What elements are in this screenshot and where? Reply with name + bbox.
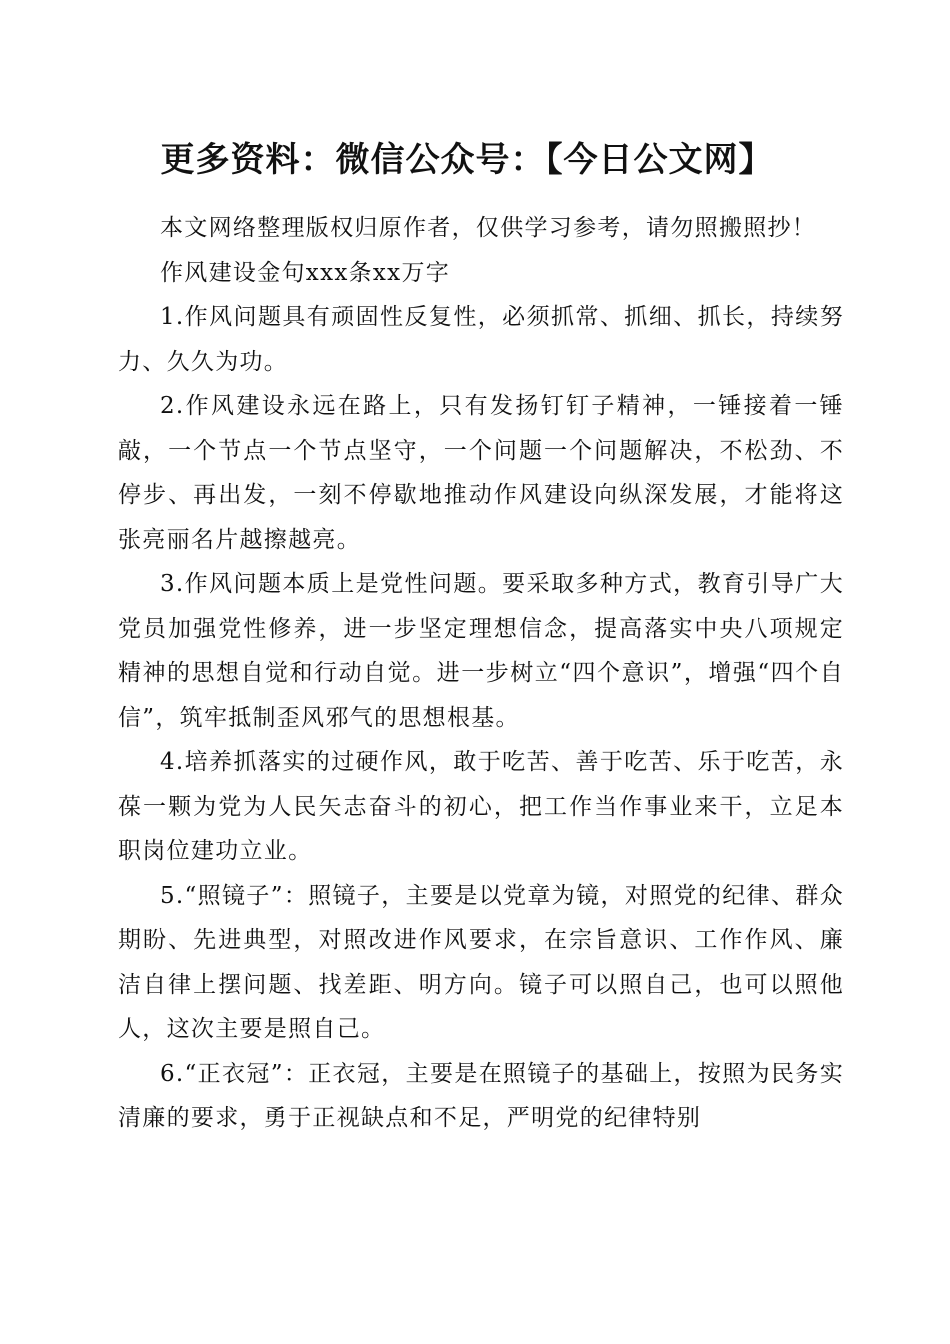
body-paragraph: 5.“照镜子”：照镜子，主要是以党章为镜，对照党的纪律、群众期盼、先进典型，对照改进作风要求，在宗旨意识、工作作风、廉洁自律上摆问题、找差距、明方向。镜子可以照自己，也可以照他人，这次主要是照自己。 [118, 882, 844, 1042]
notice-paragraph: 本文网络整理版权归原作者，仅供学习参考，请勿照搬照抄！ [160, 215, 817, 241]
body-paragraph: 4.培养抓落实的过硬作风，敢于吃苦、善于吃苦、乐于吃苦，永葆一颗为党为人民矢志奋斗的初心，把工作当作事业来干，立足本职岗位建功立业。 [118, 749, 844, 864]
body-paragraph: 2.作风建设永远在路上，只有发扬钉钉子精神，一锤接着一锤敲，一个节点一个节点坚守，一个问题一个问题解决，不松劲、不停步、再出发，一刻不停歇地推动作风建设向纵深发展，才能将这张亮丽名片越擦越亮。 [118, 393, 844, 553]
subtitle-paragraph: 作风建设金句xxx条xx万字 [160, 259, 451, 286]
document-title: 更多资料：微信公众号：【今日公文网】 [160, 140, 774, 180]
body-paragraph: 1.作风问题具有顽固性反复性，必须抓常、抓细、抓长，持续努力、久久为功。 [118, 304, 844, 375]
body-paragraph: 6.“正衣冠”：正衣冠，主要是在照镜子的基础上，按照为民务实清廉的要求，勇于正视缺点和不足，严明党的纪律特别 [118, 1060, 844, 1131]
document-body [118, 206, 844, 1141]
body-paragraph: 3.作风问题本质上是党性问题。要采取多种方式，教育引导广大党员加强党性修养，进一步坚定理想信念，提高落实中央八项规定精神的思想自觉和行动自觉。进一步树立“四个意识”，增强“四个自信”，筑牢抵制歪风邪气的思想根基。 [118, 571, 844, 731]
